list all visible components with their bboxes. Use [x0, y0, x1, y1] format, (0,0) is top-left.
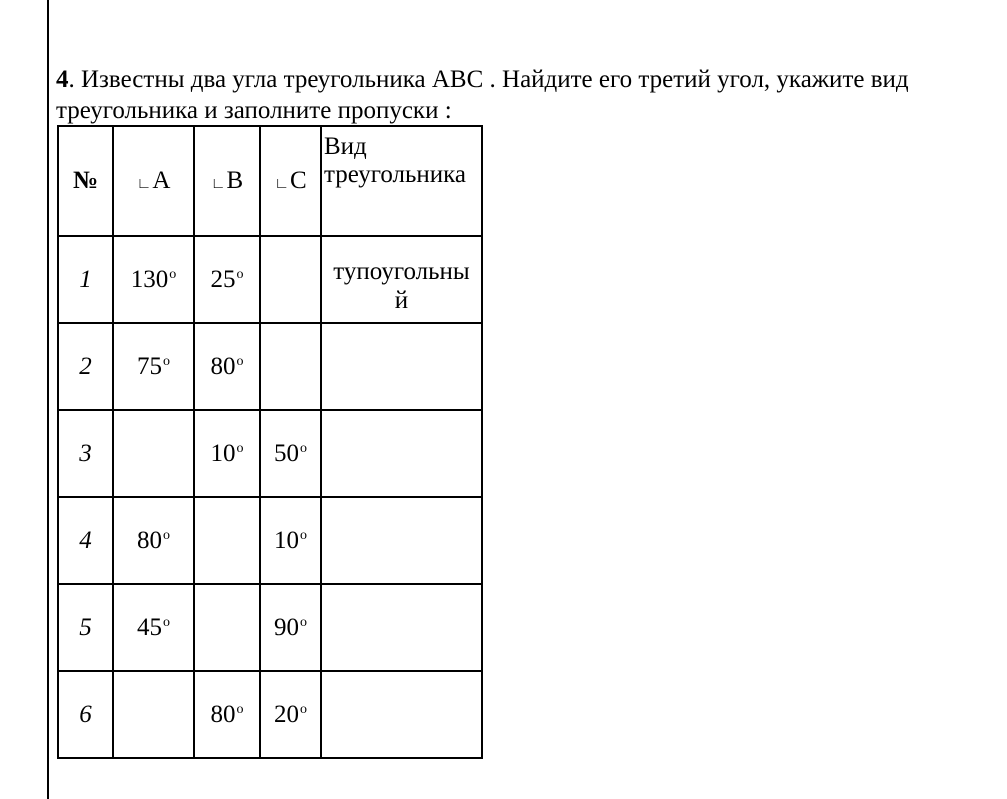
degree-icon: о [236, 266, 244, 282]
triangle-kind-cell [321, 497, 482, 584]
angle-value: 130 [130, 265, 169, 293]
degree-icon: о [236, 353, 244, 369]
angle-value: 80 [210, 352, 236, 380]
table-row [58, 671, 482, 758]
degree-icon: о [169, 266, 177, 282]
table-header-row [58, 126, 482, 236]
row-number: 4 [58, 497, 113, 584]
angle-value: 45 [137, 613, 162, 641]
degree-icon: о [300, 614, 307, 630]
header-angle-b: ∟B [194, 126, 260, 236]
row-number: 1 [58, 236, 113, 323]
angle-value: 75 [137, 352, 162, 380]
task-text: . Известны два угла треугольника ABC . Найдите его третий угол, укажите вид треугольника и заполните пропуски : [56, 66, 909, 124]
angle-b-cell [194, 497, 260, 584]
angle-b-cell [194, 236, 260, 323]
triangle-kind-cell [321, 584, 482, 671]
table-row [58, 584, 482, 671]
degree-icon: о [300, 701, 307, 717]
angle-a-cell [113, 497, 194, 584]
angle-a-cell [113, 236, 194, 323]
table-row [58, 410, 482, 497]
angle-c-cell [260, 236, 321, 323]
table-row [58, 497, 482, 584]
degree-icon: о [300, 527, 307, 543]
angle-value: 90 [274, 613, 299, 641]
triangle-kind-cell [321, 410, 482, 497]
angle-value: 80 [137, 526, 162, 554]
triangle-kind-cell [321, 671, 482, 758]
angle-c-cell [260, 584, 321, 671]
table-row [58, 236, 482, 323]
angles-table [57, 125, 483, 759]
row-number: 6 [58, 671, 113, 758]
angle-a-cell [113, 671, 194, 758]
degree-icon: о [163, 614, 170, 630]
angle-icon: ∟ [274, 176, 289, 192]
angle-a-cell [113, 584, 194, 671]
row-number: 2 [58, 323, 113, 410]
degree-icon: о [236, 440, 244, 456]
row-number: 3 [58, 410, 113, 497]
triangle-kind-cell [321, 236, 482, 323]
angle-c-cell [260, 323, 321, 410]
angle-value: 25 [210, 265, 236, 293]
degree-icon: о [163, 353, 170, 369]
angle-c-cell [260, 671, 321, 758]
angle-value: 80 [210, 700, 236, 728]
header-angle-c: ∟C [260, 126, 321, 236]
angle-icon: ∟ [210, 176, 226, 192]
angle-value: 10 [274, 526, 299, 554]
angle-value: 10 [210, 439, 236, 467]
triangle-kind-line2: й [394, 287, 409, 314]
row-number: 5 [58, 584, 113, 671]
angle-a-cell [113, 410, 194, 497]
header-number: № [58, 126, 113, 236]
angle-b-cell [194, 671, 260, 758]
angle-value: 20 [274, 700, 299, 728]
angle-a-cell [113, 323, 194, 410]
task-number: 4 [56, 66, 69, 93]
angle-b-cell [194, 323, 260, 410]
angle-b-cell [194, 410, 260, 497]
angle-b-cell [194, 584, 260, 671]
degree-icon: о [300, 440, 307, 456]
degree-icon: о [236, 701, 244, 717]
angle-icon: ∟ [136, 176, 152, 192]
angle-c-cell [260, 410, 321, 497]
left-margin-rule [47, 0, 49, 799]
task-statement [56, 64, 996, 126]
degree-icon: о [163, 527, 170, 543]
header-angle-a: ∟A [113, 126, 194, 236]
triangle-kind-cell [321, 323, 482, 410]
table-row [58, 323, 482, 410]
triangle-kind-line1: тупоугольны [333, 258, 470, 285]
angle-c-cell [260, 497, 321, 584]
angle-value: 50 [274, 439, 299, 467]
header-triangle-kind: Вид треугольника [321, 126, 482, 236]
